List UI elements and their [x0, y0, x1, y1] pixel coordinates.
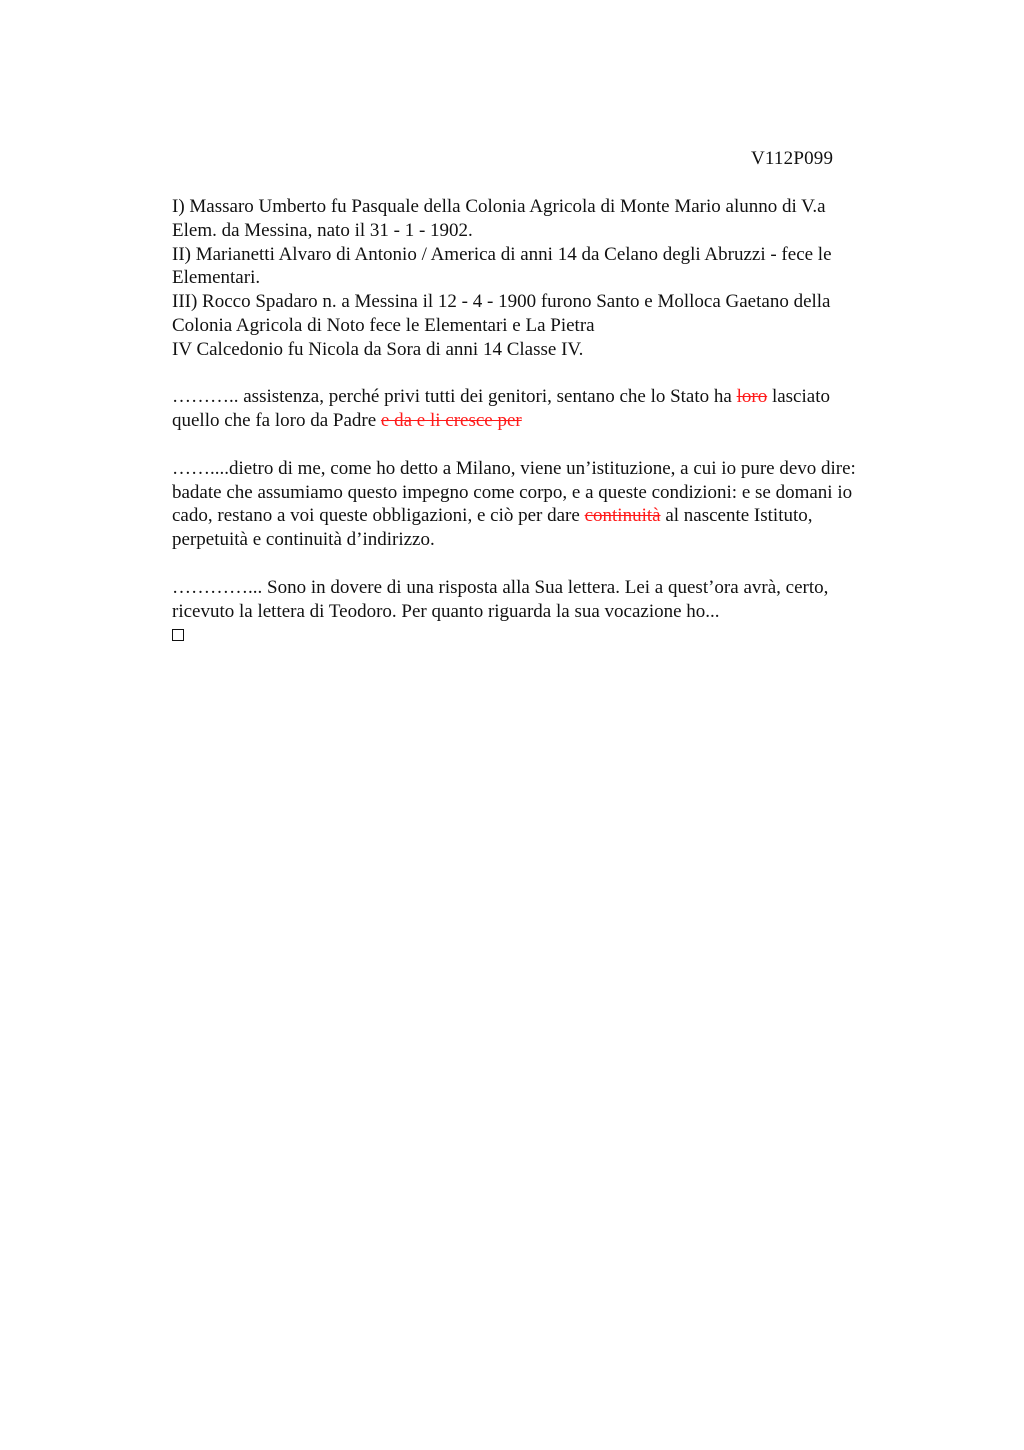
list-line: Elem. da Messina, nato il 31 - 1 - 1902.: [172, 219, 473, 241]
struck-text: e da e li cresce per: [380, 410, 522, 432]
list-line: Colonia Agricola di Noto fece le Elementari e La Pietra: [172, 314, 595, 336]
text-run: ……….. assistenza, perché privi tutti dei genitori, sentano che lo Stato ha: [172, 386, 737, 408]
paragraph-line: badate che assumiamo questo impegno come corpo, e a queste condizioni: e se domani io: [172, 481, 853, 503]
end-mark-box: [172, 629, 184, 641]
paragraph-gap: [172, 362, 924, 386]
page-code: V112P099: [751, 148, 834, 169]
paragraph-line: ……....dietro di me, come ho detto a Milano, viene un’istituzione, a cui io pure devo dire:: [172, 457, 856, 479]
paragraph-lettera: [172, 576, 924, 624]
text-run: cado, restano a voi queste obbligazioni, e ciò per dare: [172, 505, 585, 527]
paragraph-line: [172, 504, 924, 528]
text-run: al nascente Istituto,: [660, 505, 813, 527]
struck-text: continuità: [584, 505, 661, 527]
paragraph-line: ricevuto la lettera di Teodoro. Per quanto riguarda la sua vocazione ho...: [172, 600, 720, 622]
list-line: Elementari.: [172, 267, 261, 289]
paragraph-line: …………... Sono in dovere di una risposta alla Sua lettera. Lei a quest’ora avrà, certo,: [172, 576, 829, 598]
list-line: IV Calcedonio fu Nicola da Sora di anni 14 Classe IV.: [172, 338, 584, 360]
paragraph-assistenza: [172, 385, 924, 433]
student-list: [172, 195, 924, 362]
paragraph-line: [172, 409, 924, 433]
document-body: [172, 195, 924, 648]
list-line: II) Marianetti Alvaro di Antonio / America di anni 14 da Celano degli Abruzzi - fece le: [172, 243, 832, 265]
text-run: lasciato: [767, 386, 830, 408]
paragraph-line: perpetuità e continuità d’indirizzo.: [172, 529, 435, 551]
list-line: III) Rocco Spadaro n. a Messina il 12 - 4 - 1900 furono Santo e Molloca Gaetano della: [172, 291, 831, 313]
paragraph-gap: [172, 433, 924, 457]
list-line: I) Massaro Umberto fu Pasquale della Colonia Agricola di Monte Mario alunno di V.a: [172, 196, 826, 217]
paragraph-gap: [172, 552, 924, 576]
paragraph-istituzione: [172, 457, 924, 552]
text-run: quello che fa loro da Padre: [172, 410, 381, 432]
struck-text: loro: [736, 386, 768, 408]
paragraph-line: [172, 385, 924, 409]
